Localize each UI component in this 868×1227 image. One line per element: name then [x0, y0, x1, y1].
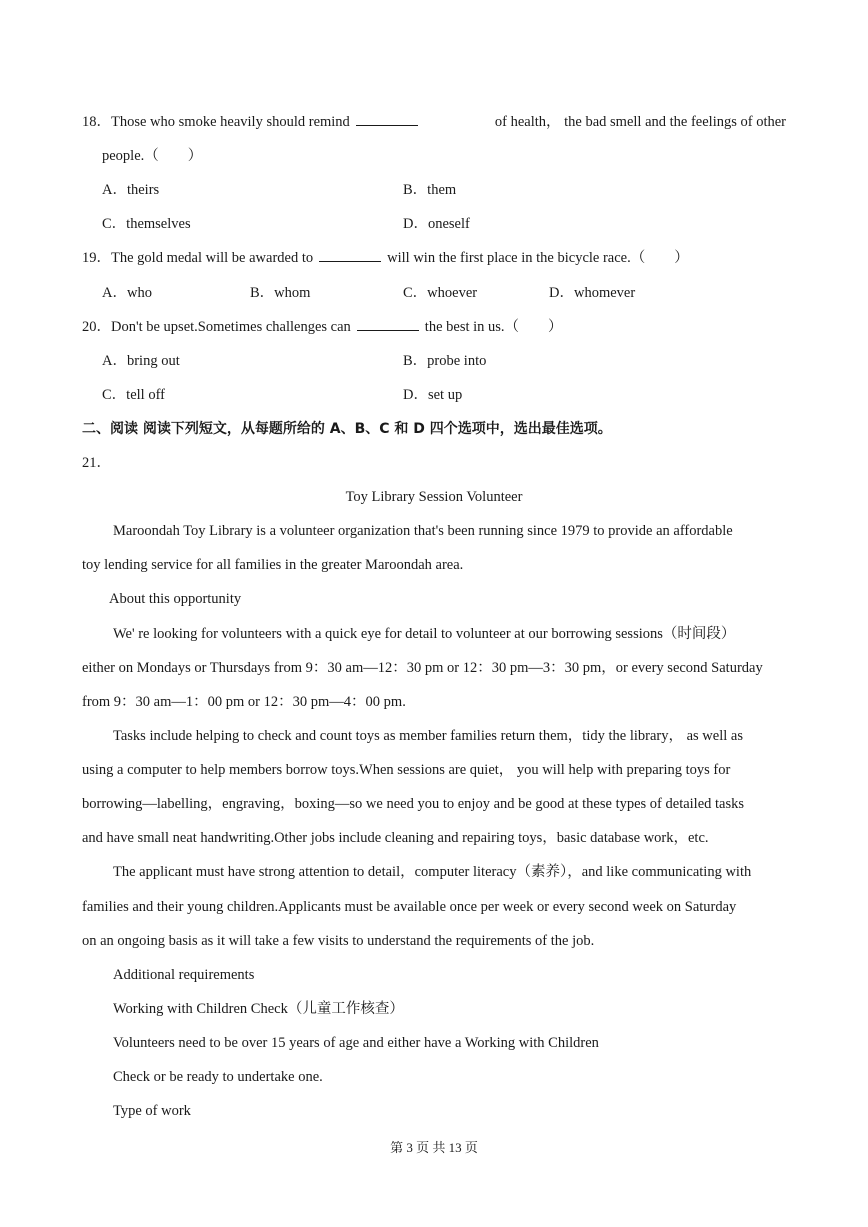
- wwcc-heading: Working with Children Check（儿童工作核查）: [113, 1001, 404, 1017]
- passage-p2-line3: from 9：30 am—1：00 pm or 12：30 pm—4：00 pm.: [82, 694, 406, 710]
- q18-blank: [356, 112, 418, 126]
- additional-requirements-heading: Additional requirements: [113, 967, 255, 983]
- passage-title: Toy Library Session Volunteer: [345, 489, 523, 505]
- requirement-line1: Volunteers need to be over 15 years of age and either have a Working with Children: [113, 1035, 599, 1051]
- q20-stem-part2: the best in us.（ ）: [424, 319, 563, 335]
- about-heading: About this opportunity: [109, 591, 242, 607]
- passage-p1-line2: toy lending service for all families in the greater Maroondah area.: [82, 557, 464, 573]
- passage-p4-line2: families and their young children.Applicants must be available once per week or every second week on Saturday: [82, 899, 737, 915]
- passage-p3-line3: borrowing—labelling，engraving，boxing—so we need you to enjoy and be good at these types of detailed tasks: [82, 796, 745, 812]
- q19-stem-part2: will win the first place in the bicycle race.（ ）: [387, 250, 689, 266]
- q19-option-b: B．whom: [250, 285, 311, 301]
- page-footer: 第 3 页 共 13 页: [390, 1140, 478, 1155]
- q20-option-d: D．set up: [403, 387, 463, 403]
- q19-option-c: C．whoever: [403, 285, 478, 301]
- q18-option-b: B．them: [403, 182, 457, 198]
- q18-stem-line1: [82, 112, 786, 132]
- passage-p1-line1-text: Maroondah Toy Library is a volunteer organization that's been running since 1979 to provide an affordable: [113, 523, 733, 539]
- q18-stem-line2: people.（ ）: [102, 148, 203, 164]
- q18-option-c: C．themselves: [102, 216, 191, 232]
- passage-p3-line2: using a computer to help members borrow toys.When sessions are quiet， you will help with preparing toys for: [82, 762, 731, 778]
- type-of-work-heading: Type of work: [113, 1103, 191, 1119]
- q18-stem-part2: of health， the bad smell and the feelings of other: [494, 114, 786, 130]
- q21-number: 21．: [82, 455, 111, 471]
- q20-option-a: A．bring out: [102, 353, 180, 369]
- q19-stem-part1: 19．The gold medal will be awarded to: [82, 250, 314, 266]
- q18-stem-part1: 18．Those who smoke heavily should remind: [82, 114, 350, 130]
- q20-stem: [82, 317, 563, 337]
- passage-p4-line1: The applicant must have strong attention to detail，computer literacy（素养），and like communicating with: [113, 864, 752, 880]
- q19-stem: [82, 248, 689, 268]
- q18-option-a: A．theirs: [102, 182, 160, 198]
- section-heading: 二、阅读 阅读下列短文，从每题所给的 A、B、C 和 D 四个选项中，选出最佳选项。: [82, 421, 612, 437]
- q19-option-d: D．whomever: [549, 285, 636, 301]
- q18-option-d: D．oneself: [403, 216, 470, 232]
- q20-stem-part1: 20．Don't be upset.Sometimes challenges can: [82, 319, 351, 335]
- q19-option-a: A．who: [102, 285, 152, 301]
- q20-blank: [357, 317, 419, 331]
- requirement-line2: Check or be ready to undertake one.: [113, 1069, 323, 1085]
- q19-blank: [319, 248, 381, 262]
- q20-option-c: C．tell off: [102, 387, 165, 403]
- passage-p3-line1: Tasks include helping to check and count toys as member families return them，tidy the library， as well as: [113, 728, 743, 744]
- q20-option-b: B．probe into: [403, 353, 487, 369]
- passage-p1-line1: [113, 521, 786, 541]
- passage-p2-line2: either on Mondays or Thursdays from 9：30 am—12：30 pm or 12：30 pm—3：30 pm，or every second Saturday: [82, 660, 763, 676]
- passage-p3-line4: and have small neat handwriting.Other jobs include cleaning and repairing toys，basic database work，etc.: [82, 830, 709, 846]
- passage-p4-line3: on an ongoing basis as it will take a few visits to understand the requirements of the job.: [82, 933, 595, 949]
- passage-p2-line1: We' re looking for volunteers with a quick eye for detail to volunteer at our borrowing sessions（时间段）: [113, 626, 736, 642]
